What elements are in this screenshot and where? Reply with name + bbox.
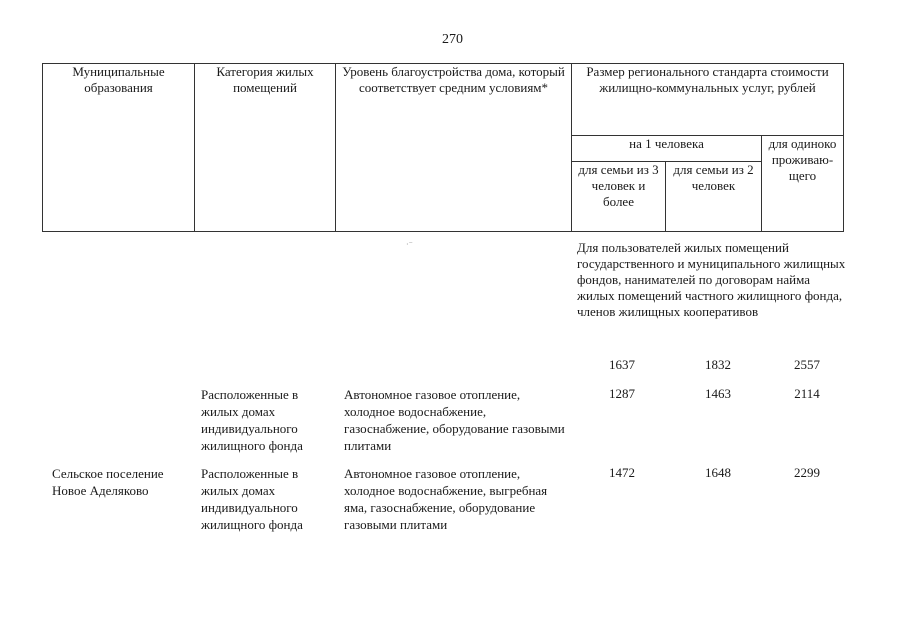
table-header (42, 63, 844, 232)
header-single-resident: для одиноко проживаю-щего (762, 136, 844, 232)
scan-speck: ·⁻ (406, 240, 413, 249)
row3-category: Расположенные в жилых домах индивидуального жилищного фонда (201, 466, 303, 532)
row1-value-family2: 1832 (705, 357, 731, 372)
row2-value-family3: 1287 (609, 386, 635, 401)
row3-municipality: Сельское поселение Новое Аделяково (52, 466, 164, 498)
row1-value-family3: 1637 (609, 357, 635, 372)
header-category: Категория жилых помещений (195, 64, 336, 232)
row1-value-single: 2557 (794, 357, 820, 372)
row2-value-single: 2114 (794, 386, 820, 401)
header-municipality: Муниципальные образования (43, 64, 195, 232)
row2-value-family2: 1463 (705, 386, 731, 401)
row2-category: Расположенные в жилых домах индивидуального жилищного фонда (201, 387, 303, 453)
row3-value-family3: 1472 (609, 465, 635, 480)
header-comfort-level: Уровень благоустройства дома, который соответствует средним условиям* (336, 64, 572, 232)
header-family-3: для семьи из 3 человек и более (572, 162, 666, 232)
header-per-person: на 1 человека (572, 136, 762, 162)
header-family-2: для семьи из 2 человек (666, 162, 762, 232)
header-standard-size: Размер регионального стандарта стоимости жилищно-коммунальных услуг, рублей (572, 64, 844, 136)
row2-comfort: Автономное газовое отопление, холодное водоснабжение, газоснабжение, оборудование газовыми плитами (344, 387, 565, 453)
row3-comfort: Автономное газовое отопление, холодное водоснабжение, выгребная яма, газоснабжение, оборудование газовыми плитами (344, 466, 548, 532)
section-note: Для пользователей жилых помещений государственного и муниципального жилищных фондов, нанимателей по договорам найма жилых помещений частного жилищного фонда, членов жилищных кооперативов (577, 240, 846, 319)
page-number: 270 (442, 32, 463, 47)
row3-value-family2: 1648 (705, 465, 731, 480)
row3-value-single: 2299 (794, 465, 820, 480)
